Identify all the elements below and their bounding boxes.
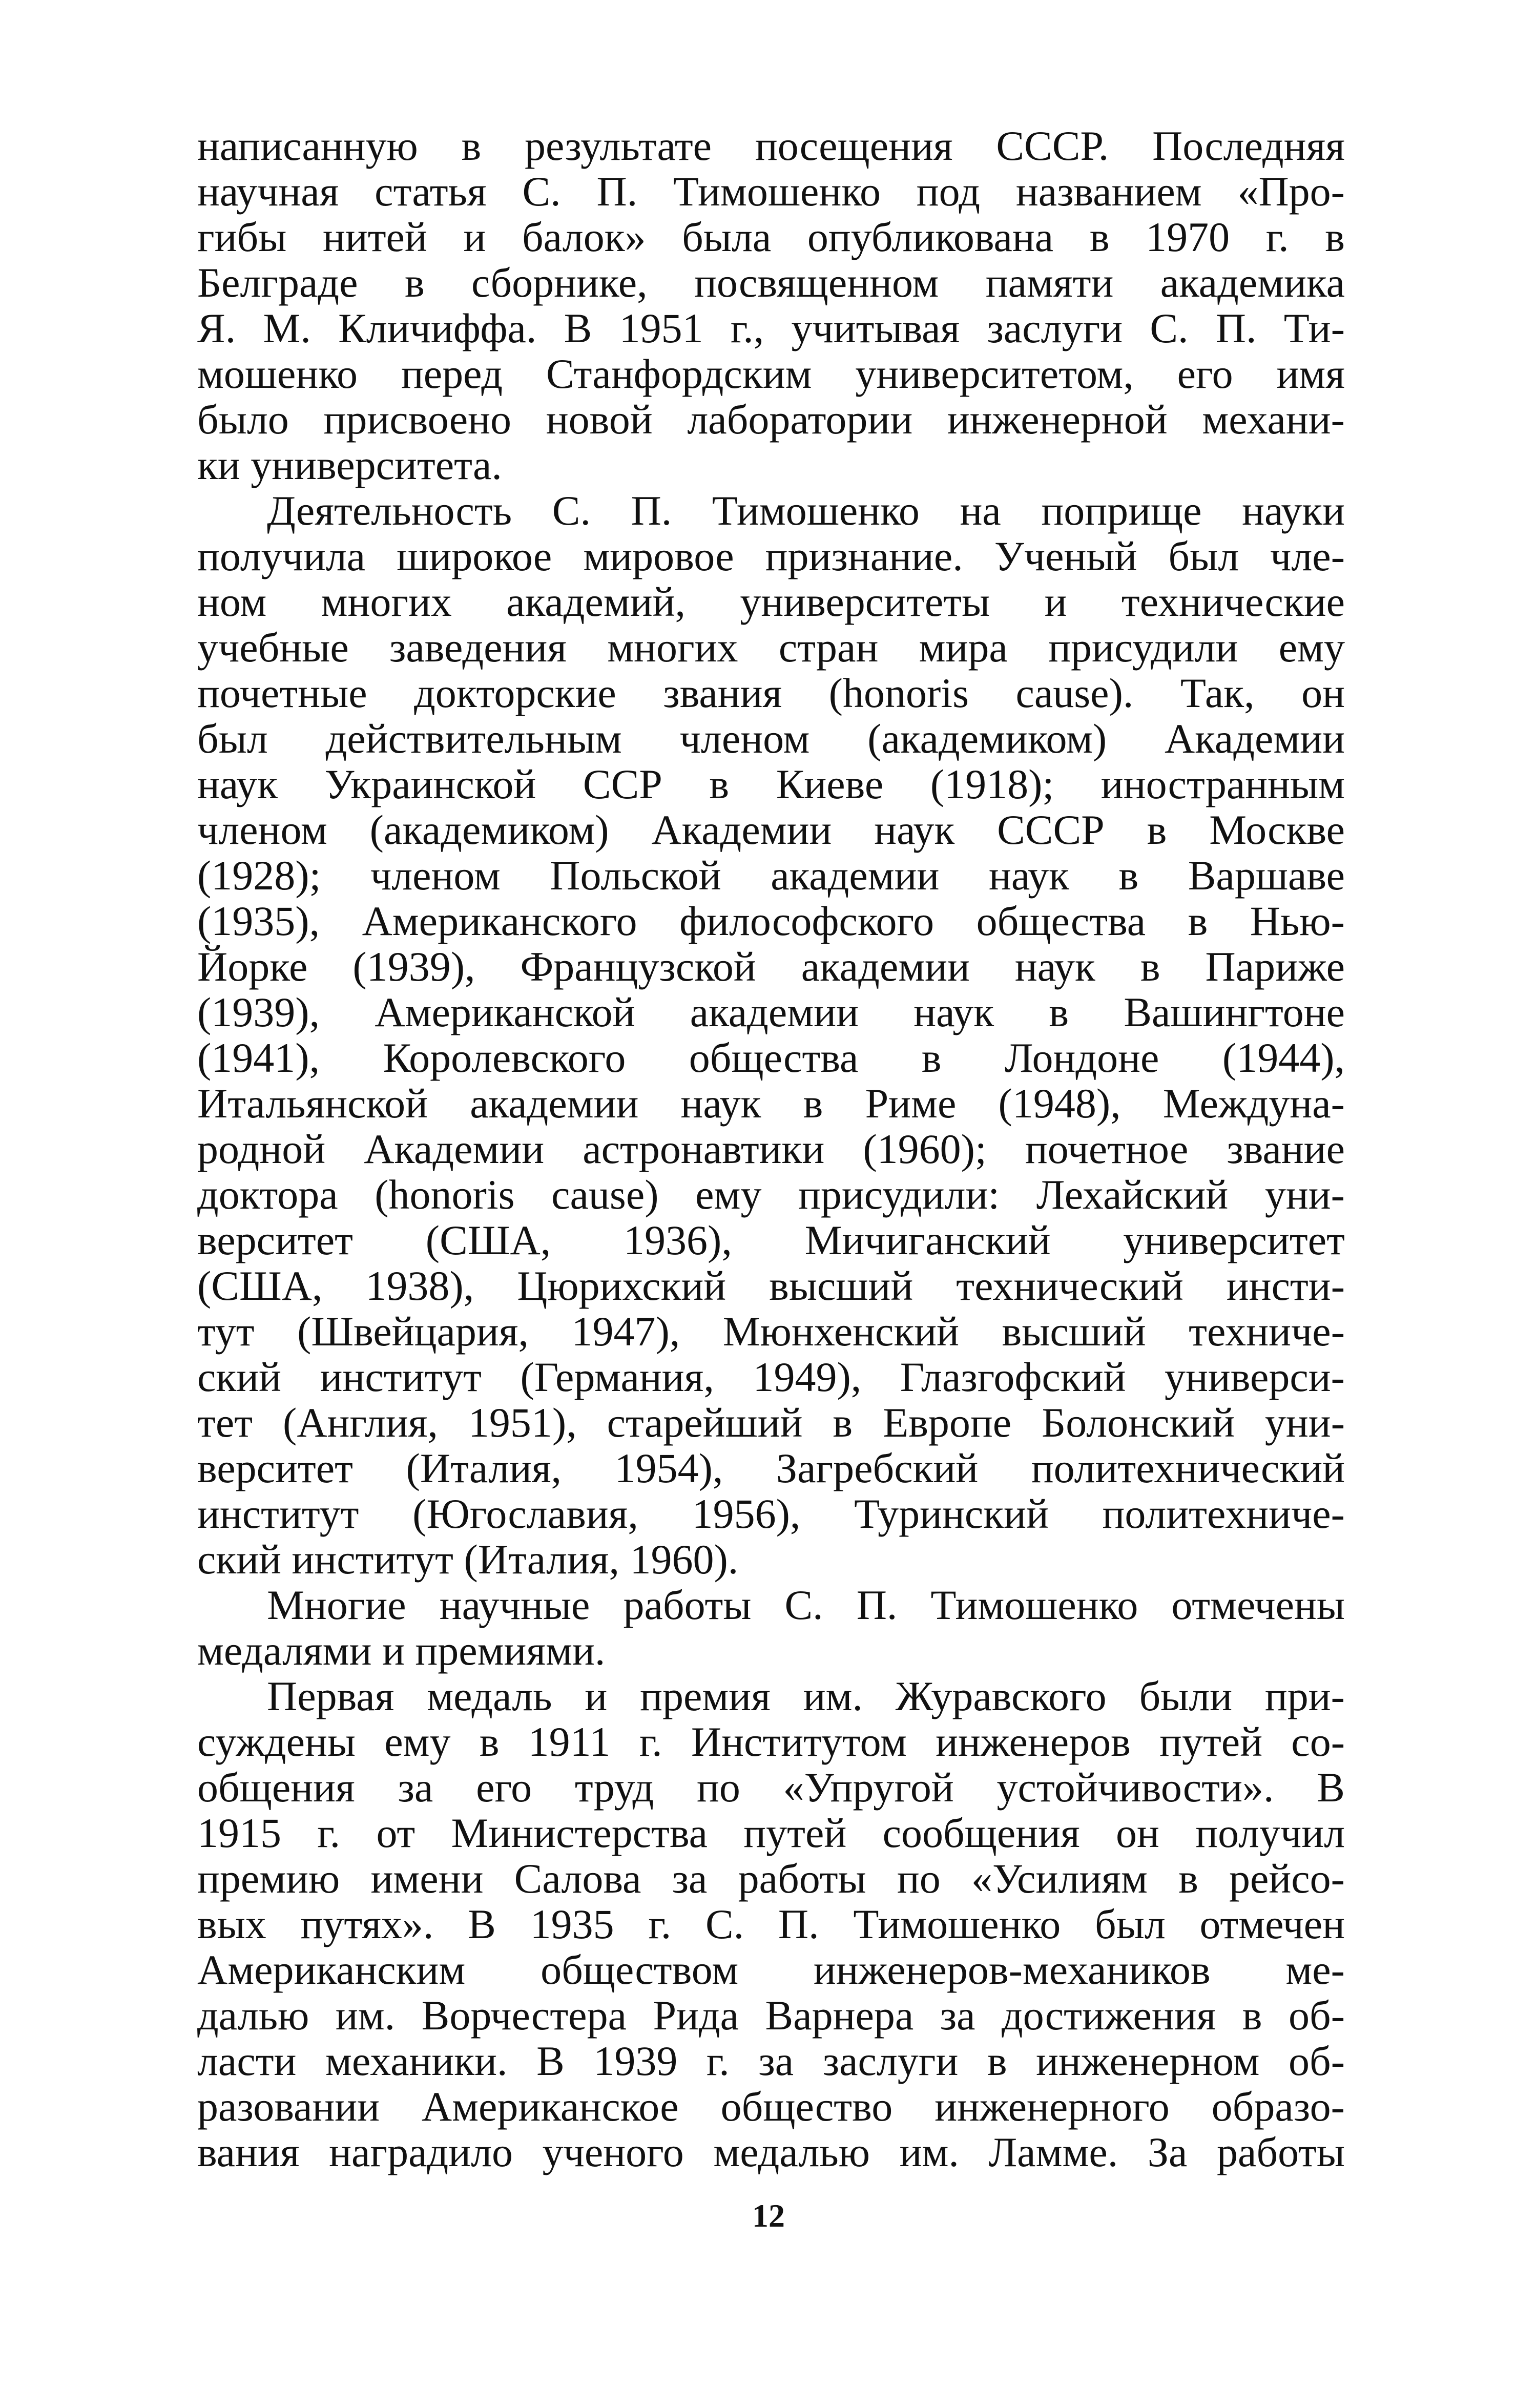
text-line: гибы нитей и балок» была опубликована в 1970 г. в [197,214,1345,260]
text-line: почетные докторские звания (honoris cause). Так, он [197,670,1345,716]
text-line: мошенко перед Станфордским университетом, его имя [197,350,1345,397]
text-line: вания наградило ученого медалью им. Ламме. За работы [197,2129,1345,2175]
text-line: членом (академиком) Академии наук СССР в Москве [197,806,1345,853]
text-line: верситет (США, 1936), Мичиганский университет [197,1217,1345,1263]
text-line: ский институт (Италия, 1960). [197,1536,739,1583]
text-line: ский институт (Германия, 1949), Глазгофский универси- [197,1354,1345,1400]
text-line: Белграде в сборнике, посвященном памяти академика [197,259,1345,306]
text-line: тут (Швейцария, 1947), Мюнхенский высший техниче- [197,1308,1345,1355]
page-number: 12 [752,2197,785,2234]
paragraph-4 [197,1673,1345,2175]
text-line: Многие научные работы С. П. Тимошенко отмечены [267,1582,1345,1628]
text-line: ласти механики. В 1939 г. за заслуги в инженерном об- [197,2038,1345,2084]
text-line: получила широкое мировое признание. Ученый был чле- [197,533,1345,579]
text-line: родной Академии астронавтики (1960); почетное звание [197,1126,1345,1172]
text-line: наук Украинской ССР в Киеве (1918); иностранным [197,761,1345,807]
text-line: медалями и премиями. [197,1627,606,1674]
text-line: учебные заведения многих стран мира присудили ему [197,624,1345,671]
text-line: (США, 1938), Цюрихский высший технический инсти- [197,1262,1345,1309]
text-line: доктора (honoris cause) ему присудили: Лехайский уни- [197,1171,1345,1218]
text-line: научная статья С. П. Тимошенко под названием «Про- [197,168,1345,215]
text-line: Йорке (1939), Французской академии наук в Париже [197,943,1345,990]
text-line: Первая медаль и премия им. Журавского были при- [267,1673,1345,1719]
text-line: написанную в результате посещения СССР. Последняя [197,122,1345,169]
text-line: Американским обществом инженеров-механиков ме- [197,1946,1345,1993]
text-line: 1915 г. от Министерства путей сообщения он получил [197,1810,1345,1856]
paragraph-3 [197,1582,1345,1673]
text-line: институт (Югославия, 1956), Туринский политехниче- [197,1490,1345,1537]
text-line: (1939), Американской академии наук в Вашингтоне [197,989,1345,1035]
text-line: (1941), Королевского общества в Лондоне (1944), [197,1034,1345,1081]
text-line: тет (Англия, 1951), старейший в Европе Болонский уни- [197,1399,1345,1446]
text-line: Я. М. Кличиффа. В 1951 г., учитывая заслуги С. П. Ти- [197,305,1345,351]
text-line: верситет (Италия, 1954), Загребский политехнический [197,1445,1345,1491]
text-line: был действительным членом (академиком) Академии [197,715,1345,762]
text-line: премию имени Салова за работы по «Усилиям в рейсо- [197,1855,1345,1902]
text-line: (1928); членом Польской академии наук в Варшаве [197,852,1345,899]
text-line: общения за его труд по «Упругой устойчивости». В [197,1764,1345,1811]
text-line: ки университета. [197,442,502,488]
paragraph-1 [197,123,1345,488]
text-line: разовании Американское общество инженерного образо- [197,2083,1345,2130]
page-body [197,123,1345,2175]
text-line: далью им. Ворчестера Рида Варнера за достижения в об- [197,1992,1345,2039]
text-line: суждены ему в 1911 г. Институтом инженеров путей со- [197,1718,1345,1765]
text-line: (1935), Американского философского общества в Нью- [197,898,1345,944]
text-line: Итальянской академии наук в Риме (1948), Междуна- [197,1080,1345,1127]
text-line: было присвоено новой лаборатории инженерной механи- [197,396,1345,443]
paragraph-2 [197,488,1345,1582]
text-line: Деятельность С. П. Тимошенко на поприще науки [267,487,1345,534]
text-line: ном многих академий, университеты и технические [197,578,1345,625]
text-line: вых путях». В 1935 г. С. П. Тимошенко был отмечен [197,1901,1345,1947]
